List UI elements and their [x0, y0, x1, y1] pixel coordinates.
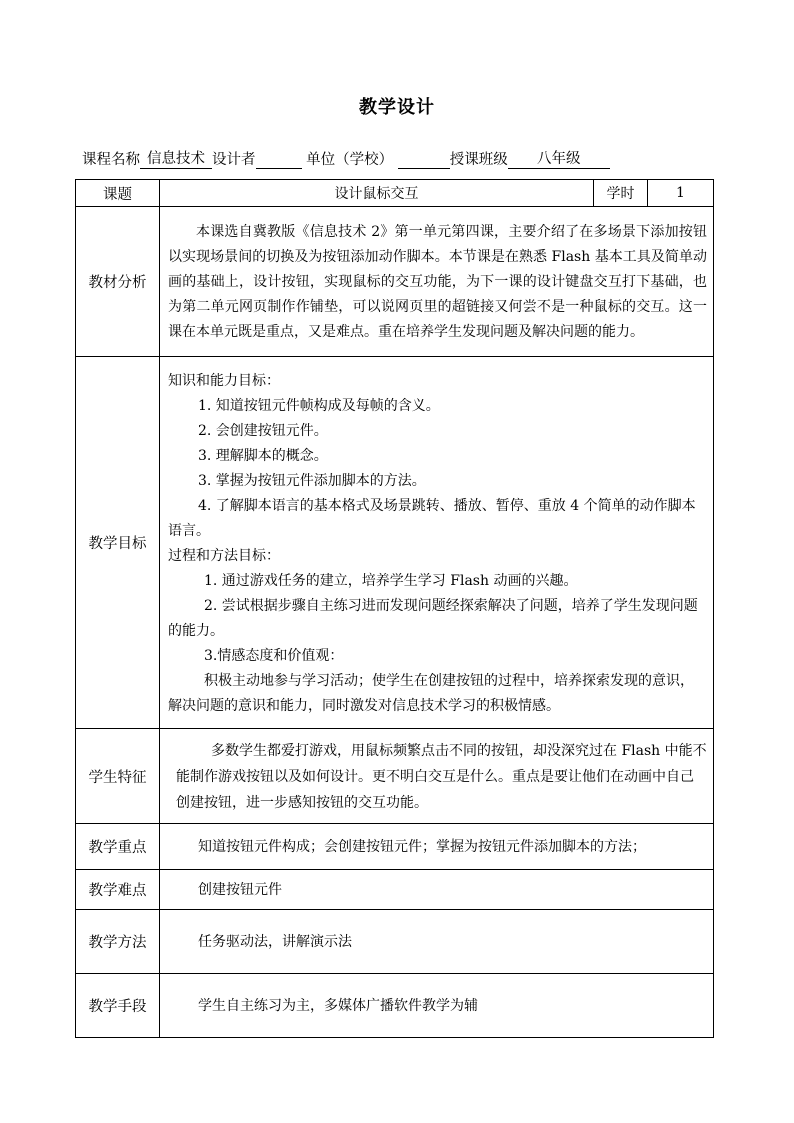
key-label: 教学重点 [76, 824, 160, 870]
means-row [76, 974, 714, 1038]
emotion-heading: 3.情感态度和价值观： [204, 647, 344, 664]
topic-label: 课题 [76, 180, 160, 207]
unit-label: 单位（学校） [306, 152, 394, 168]
hours-label: 学时 [594, 180, 648, 207]
goals-cell [160, 357, 714, 729]
knowledge-item-4: 3. 掌握为按钮元件添加脚本的方法。 [198, 472, 426, 489]
students-text: 多数学生都爱打游戏，用鼠标频繁点击不同的按钮，却没深究过在 Flash 中能不能制作游戏按钮以及如何设计。更不明白交互是什么。重点是要让他们在动画中自己创建按钮，进一步感知按钮的交互功能。 [160, 729, 714, 824]
lesson-plan-table [75, 179, 714, 1038]
goals-row [76, 357, 714, 729]
method-label: 教学方法 [76, 910, 160, 974]
knowledge-item-5: 4. 了解脚本语言的基本格式及场景跳转、播放、暂停、重放 4 个简单的动作脚本语言。 [168, 497, 696, 539]
difficulty-label: 教学难点 [76, 870, 160, 910]
page-title: 教学设计 [359, 97, 435, 118]
knowledge-item-1: 1. 知道按钮元件帧构成及每帧的含义。 [198, 397, 440, 414]
course-info-line [82, 148, 610, 169]
method-text: 任务驱动法，讲解演示法 [160, 910, 714, 974]
hours-value: 1 [648, 180, 714, 207]
key-text: 知道按钮元件构成；会创建按钮元件；掌握为按钮元件添加脚本的方法； [160, 824, 714, 870]
emotion-item-1: 积极主动地参与学习活动；使学生在创建按钮的过程中，培养探索发现的意识，解决问题的意识和能力，同时激发对信息技术学习的积极情感。 [168, 672, 694, 714]
topic-value: 设计鼠标交互 [160, 180, 594, 207]
knowledge-item-3: 3. 理解脚本的概念。 [198, 447, 328, 464]
class-value: 八年级 [508, 151, 610, 169]
process-item-1: 1. 通过游戏任务的建立，培养学生学习 Flash 动画的兴趣。 [204, 572, 578, 589]
knowledge-heading: 知识和能力目标： [168, 372, 280, 389]
designer-label: 设计者 [212, 152, 256, 168]
process-heading: 过程和方法目标： [168, 547, 280, 564]
means-text: 学生自主练习为主，多媒体广播软件教学为辅 [160, 974, 714, 1038]
topic-row [76, 180, 714, 207]
students-label: 学生特征 [76, 729, 160, 824]
knowledge-item-2: 2. 会创建按钮元件。 [198, 422, 328, 439]
material-text: 本课选自冀教版《信息技术 2》第一单元第四课，主要介绍了在多场景下添加按钮以实现场景间的切换及为按钮添加动作脚本。本节课是在熟悉 Flash 基本工具及简单动画的基础上，设计按钮，实现鼠标的交互功能，为下一课的设计键盘交互打下基础，也为第二单元网页制作作铺垫，可以说网页里的超链接又何尝不是一种鼠标的交互。这一课在本单元既是重点，又是难点。重在培养学生发现问题及解决问题的能力。 [160, 207, 714, 357]
designer-value [256, 151, 302, 169]
students-row [76, 729, 714, 824]
course-name-label: 课程名称 [82, 152, 140, 168]
goals-label: 教学目标 [76, 357, 160, 729]
key-row [76, 824, 714, 870]
unit-value [398, 151, 450, 169]
class-label: 授课班级 [449, 152, 508, 168]
method-row [76, 910, 714, 974]
difficulty-text: 创建按钮元件 [160, 870, 714, 910]
difficulty-row [76, 870, 714, 910]
means-label: 教学手段 [76, 974, 160, 1038]
material-label: 教材分析 [76, 207, 160, 357]
material-row [76, 207, 714, 357]
course-name-value: 信息技术 [140, 151, 212, 169]
process-item-2: 2. 尝试根据步骤自主练习进而发现问题经探索解决了问题，培养了学生发现问题的能力。 [168, 597, 698, 639]
